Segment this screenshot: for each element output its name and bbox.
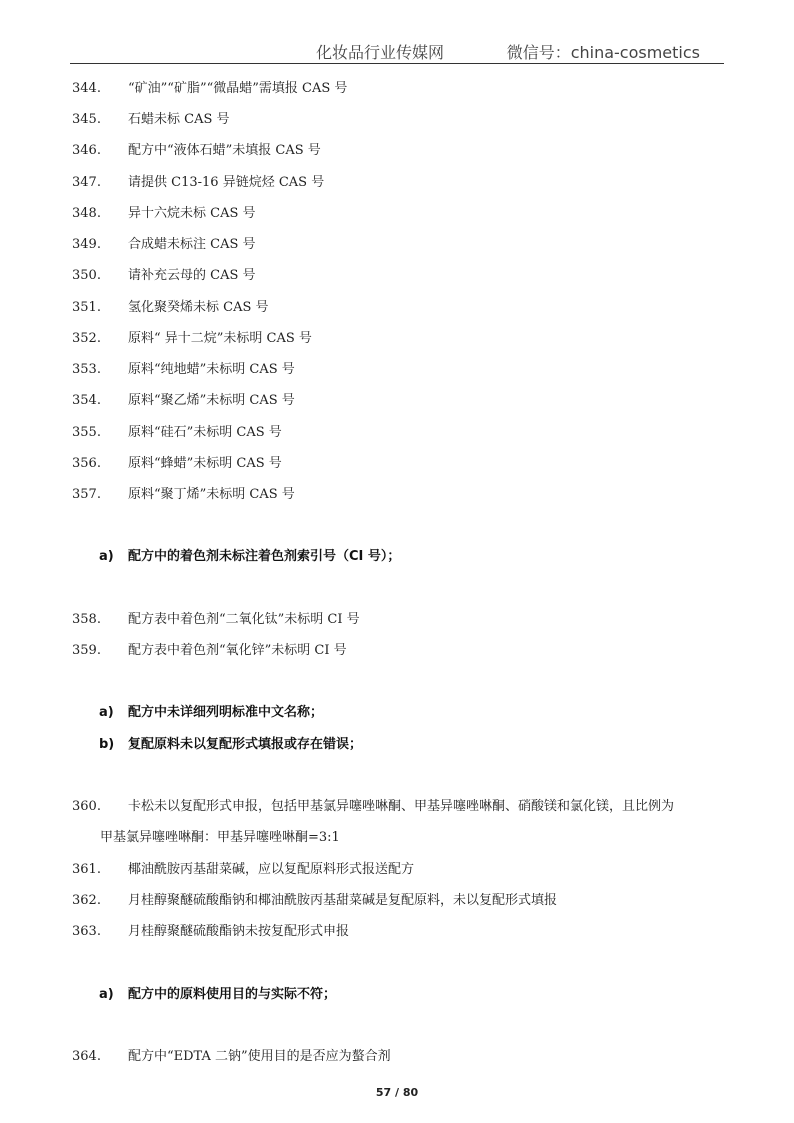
item-text: 合成蜡未标注 CAS 号 (128, 237, 256, 252)
heading-label: a) (99, 549, 114, 564)
item-number: 349. (72, 237, 101, 252)
list-item (72, 172, 324, 194)
item-number: 347. (72, 175, 101, 190)
list-item (72, 390, 295, 412)
section-heading-usage-purpose (99, 984, 336, 1006)
item-number: 352. (72, 331, 101, 346)
list-item (72, 453, 282, 475)
item-text: 原料“纯地蜡”未标明 CAS 号 (128, 362, 295, 377)
item-number: 354. (72, 393, 101, 408)
list-item (72, 609, 360, 631)
list-item (72, 203, 256, 225)
item-text: 月桂醇聚醚硫酸酯钠和椰油酰胺丙基甜菜碱是复配原料，未以复配形式填报 (128, 893, 558, 908)
section-heading-chinese-name (99, 702, 323, 724)
item-number: 364. (72, 1049, 101, 1064)
list-item (72, 328, 312, 350)
list-item (72, 484, 295, 506)
list-item (72, 1046, 391, 1068)
list-item (72, 234, 256, 256)
item-text: 氢化聚癸烯未标 CAS 号 (128, 300, 269, 315)
section-heading-compound-material (99, 734, 362, 756)
item-number: 355. (72, 425, 101, 440)
item-text: 配方中“液体石蜡”未填报 CAS 号 (128, 143, 321, 158)
item-text: 椰油酰胺丙基甜菜碱，应以复配原料形式报送配方 (128, 862, 415, 877)
item-number: 359. (72, 643, 101, 658)
item-number: 356. (72, 456, 101, 471)
item-number: 358. (72, 612, 101, 627)
item-text: 原料“聚乙烯”未标明 CAS 号 (128, 393, 295, 408)
item-text: 配方中“EDTA 二钠”使用目的是否应为螯合剂 (128, 1049, 391, 1064)
item-text: 请补充云母的 CAS 号 (128, 268, 256, 283)
item-text: 请提供 C13-16 异链烷烃 CAS 号 (128, 175, 325, 190)
list-item (72, 78, 347, 100)
item-text: 月桂醇聚醚硫酸酯钠未按复配形式申报 (128, 924, 350, 939)
list-item (72, 109, 230, 131)
item-number: 363. (72, 924, 101, 939)
page-number: 57 / 80 (375, 1086, 419, 1099)
item-text: 原料“聚丁烯”未标明 CAS 号 (128, 487, 295, 502)
heading-label: a) (99, 705, 114, 720)
heading-text: 配方中的原料使用目的与实际不符； (128, 987, 337, 1002)
item-text: 原料“蜂蜡”未标明 CAS 号 (128, 456, 282, 471)
item-text: 原料“ 异十二烷”未标明 CAS 号 (128, 331, 312, 346)
item-number: 362. (72, 893, 101, 908)
item-number: 353. (72, 362, 101, 377)
item-number: 346. (72, 143, 101, 158)
list-item (72, 796, 674, 818)
list-item (72, 890, 557, 912)
list-item (72, 859, 414, 881)
header-wechat-id: 微信号：china-cosmetics (506, 43, 700, 62)
list-item (72, 265, 256, 287)
list-item (72, 640, 347, 662)
item-text: 原料“硅石”未标明 CAS 号 (128, 425, 282, 440)
item-number: 351. (72, 300, 101, 315)
list-item (72, 359, 295, 381)
item-number: 357. (72, 487, 101, 502)
list-item (72, 297, 269, 319)
section-heading-ci-number (99, 546, 400, 568)
list-item (72, 422, 282, 444)
page-header (70, 38, 724, 64)
list-item (72, 140, 321, 162)
item-number: 360. (72, 799, 101, 814)
heading-text: 配方中未详细列明标准中文名称； (128, 705, 324, 720)
heading-label: a) (99, 987, 114, 1002)
item-number: 361. (72, 862, 101, 877)
item-text: 石蜡未标 CAS 号 (128, 112, 230, 127)
header-site-name: 化妆品行业传媒网 (316, 43, 445, 62)
item-number: 344. (72, 81, 101, 96)
heading-text: 配方中的着色剂未标注着色剂索引号（CI 号）； (128, 549, 401, 564)
item-text: 卡松未以复配形式申报，包括甲基氯异噻唑啉酮、甲基异噻唑啉酮、硝酸镁和氯化镁，且比例为 (128, 799, 675, 814)
item-text: 配方表中着色剂“二氧化钛”未标明 CI 号 (128, 612, 360, 627)
item-text: 甲基氯异噻唑啉酮：甲基异噻唑啉酮=3:1 (100, 830, 340, 845)
item-number: 345. (72, 112, 101, 127)
item-text: 异十六烷未标 CAS 号 (128, 206, 256, 221)
list-item (72, 921, 349, 943)
item-text: “矿油”“矿脂”“微晶蜡”需填报 CAS 号 (128, 81, 348, 96)
item-text: 配方表中着色剂“氧化锌”未标明 CI 号 (128, 643, 347, 658)
heading-label: b) (99, 737, 115, 752)
list-item-continuation (100, 827, 340, 849)
item-number: 350. (72, 268, 101, 283)
heading-text: 复配原料未以复配形式填报或存在错误； (128, 737, 363, 752)
item-number: 348. (72, 206, 101, 221)
